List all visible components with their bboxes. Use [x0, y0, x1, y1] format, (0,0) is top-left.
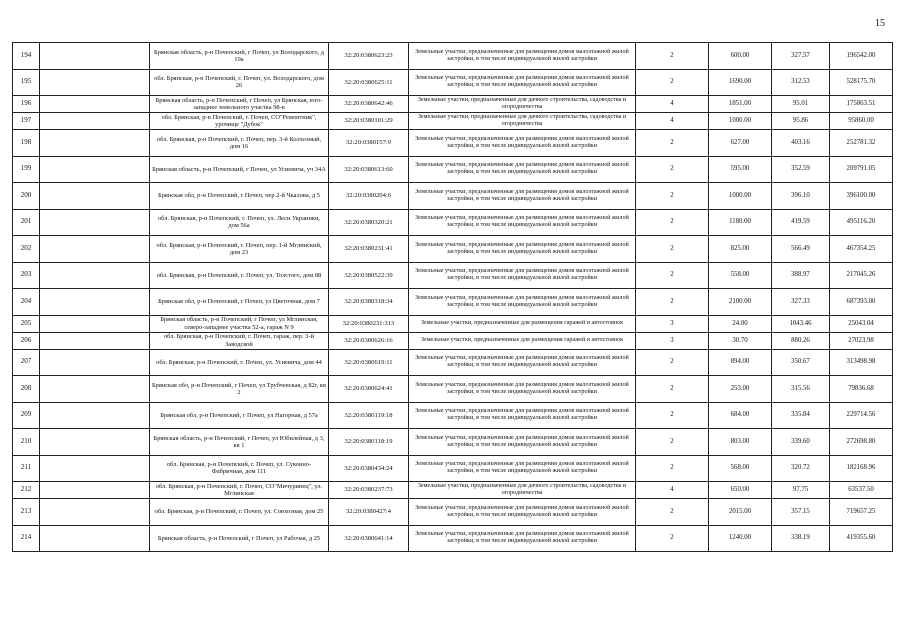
address-cell: обл. Брянская, р-н Почепский, г. Почеп, пер. 3-й Колхозный, дом 16: [150, 130, 329, 157]
blank-cell: [40, 236, 150, 263]
table-row: [13, 130, 893, 157]
cadastral-value-cell: 467354.25: [830, 236, 893, 263]
blank-cell: [40, 376, 150, 403]
land-use-category-cell: Земельные участки, предназначенные для размещения гаражей и автостоянок: [409, 315, 636, 332]
blank-cell: [40, 525, 150, 552]
group-number-cell: 2: [636, 455, 709, 482]
specific-value-cell: 352.59: [772, 156, 830, 183]
group-number-cell: 2: [636, 156, 709, 183]
land-use-category-cell: Земельные участки, предназначенные для размещения домов малоэтажной жилой застройки, в том числе индивидуальной жилой застройки: [409, 209, 636, 236]
address-cell: обл. Брянская, р-н Почепский, г. Почеп, СО"Мичуринец", ул. Мглинская: [150, 482, 329, 499]
cadastral-value-cell: 209791.05: [830, 156, 893, 183]
table-row: [13, 402, 893, 429]
area-cell: 568.00: [709, 455, 772, 482]
table-row: [13, 525, 893, 552]
specific-value-cell: 566.49: [772, 236, 830, 263]
cadastral-number-cell: 32:20:0380641:14: [329, 525, 409, 552]
cadastral-value-cell: 687393.00: [830, 289, 893, 316]
area-cell: 1851.00: [709, 96, 772, 113]
land-use-category-cell: Земельные участки, предназначенные для размещения домов малоэтажной жилой застройки, в том числе индивидуальной жилой застройки: [409, 499, 636, 526]
row-number: 209: [13, 402, 40, 429]
specific-value-cell: 327.33: [772, 289, 830, 316]
land-use-category-cell: Земельные участки, предназначенные для размещения домов малоэтажной жилой застройки, в том числе индивидуальной жилой застройки: [409, 455, 636, 482]
blank-cell: [40, 69, 150, 96]
row-number: 214: [13, 525, 40, 552]
area-cell: 600.00: [709, 43, 772, 70]
cadastral-number-cell: 32:20:0380522:39: [329, 262, 409, 289]
blank-cell: [40, 482, 150, 499]
table-row: [13, 482, 893, 499]
group-number-cell: 2: [636, 43, 709, 70]
blank-cell: [40, 262, 150, 289]
specific-value-cell: 357.15: [772, 499, 830, 526]
area-cell: 24.00: [709, 315, 772, 332]
cadastral-value-cell: 175863.51: [830, 96, 893, 113]
table-row: [13, 376, 893, 403]
area-cell: 2100.00: [709, 289, 772, 316]
area-cell: 825.00: [709, 236, 772, 263]
row-number: 202: [13, 236, 40, 263]
specific-value-cell: 335.84: [772, 402, 830, 429]
row-number: 211: [13, 455, 40, 482]
blank-cell: [40, 499, 150, 526]
land-registry-table: [12, 42, 893, 552]
address-cell: обл. Брянская, р-н Почепский, г. Почеп, ул. Усиевича, дом 44: [150, 349, 329, 376]
specific-value-cell: 396.10: [772, 183, 830, 210]
land-use-category-cell: Земельные участки, предназначенные для размещения домов малоэтажной жилой застройки, в том числе индивидуальной жилой застройки: [409, 156, 636, 183]
cadastral-value-cell: 419355.60: [830, 525, 893, 552]
address-cell: обл. Брянская, р-н Почепский, г. Почеп, СО"Ремонтник", урочище "Дубок": [150, 113, 329, 130]
group-number-cell: 2: [636, 262, 709, 289]
cadastral-number-cell: 32:20:0380626:16: [329, 332, 409, 349]
row-number: 208: [13, 376, 40, 403]
address-cell: Брянская область, р-н Почепский, г Почеп, ул Усиевича, уч 34А: [150, 156, 329, 183]
blank-cell: [40, 402, 150, 429]
land-use-category-cell: Земельные участки, предназначенные для размещения домов малоэтажной жилой застройки, в том числе индивидуальной жилой застройки: [409, 525, 636, 552]
specific-value-cell: 880.26: [772, 332, 830, 349]
table-row: [13, 455, 893, 482]
row-number: 198: [13, 130, 40, 157]
specific-value-cell: 350.67: [772, 349, 830, 376]
specific-value-cell: 339.60: [772, 429, 830, 456]
blank-cell: [40, 113, 150, 130]
group-number-cell: 2: [636, 376, 709, 403]
cadastral-value-cell: 63537.50: [830, 482, 893, 499]
table-row: [13, 69, 893, 96]
table-row: [13, 236, 893, 263]
row-number: 207: [13, 349, 40, 376]
blank-cell: [40, 156, 150, 183]
area-cell: 650.00: [709, 482, 772, 499]
land-use-category-cell: Земельные участки, предназначенные для размещения домов малоэтажной жилой застройки, в том числе индивидуальной жилой застройки: [409, 402, 636, 429]
area-cell: 1690.00: [709, 69, 772, 96]
table-row: [13, 183, 893, 210]
group-number-cell: 2: [636, 209, 709, 236]
blank-cell: [40, 429, 150, 456]
row-number: 195: [13, 69, 40, 96]
address-cell: обл. Брянская, р-н Почепский, г. Почеп, ул. Суконно-Фабричная, дом 111: [150, 455, 329, 482]
area-cell: 253.00: [709, 376, 772, 403]
row-number: 199: [13, 156, 40, 183]
table-row: [13, 499, 893, 526]
cadastral-number-cell: 32:20:0380204:6: [329, 183, 409, 210]
blank-cell: [40, 43, 150, 70]
land-use-category-cell: Земельные участки, предназначенные для размещения домов малоэтажной жилой застройки, в том числе индивидуальной жилой застройки: [409, 43, 636, 70]
group-number-cell: 2: [636, 236, 709, 263]
cadastral-number-cell: 32:20:0380619:11: [329, 349, 409, 376]
cadastral-value-cell: 528175.70: [830, 69, 893, 96]
cadastral-value-cell: 27023.98: [830, 332, 893, 349]
blank-cell: [40, 332, 150, 349]
cadastral-number-cell: 32:20:0380623:23: [329, 43, 409, 70]
cadastral-value-cell: 217045.26: [830, 262, 893, 289]
table-row: [13, 332, 893, 349]
land-use-category-cell: Земельные участки, предназначенные для дачного строительства, садоводства и огородничества: [409, 482, 636, 499]
row-number: 213: [13, 499, 40, 526]
group-number-cell: 2: [636, 499, 709, 526]
specific-value-cell: 95.86: [772, 113, 830, 130]
row-number: 197: [13, 113, 40, 130]
land-use-category-cell: Земельные участки, предназначенные для размещения домов малоэтажной жилой застройки, в том числе индивидуальной жилой застройки: [409, 429, 636, 456]
blank-cell: [40, 349, 150, 376]
land-use-category-cell: Земельные участки, предназначенные для размещения домов малоэтажной жилой застройки, в том числе индивидуальной жилой застройки: [409, 349, 636, 376]
area-cell: 803.00: [709, 429, 772, 456]
cadastral-value-cell: 272698.80: [830, 429, 893, 456]
group-number-cell: 2: [636, 130, 709, 157]
land-use-category-cell: Земельные участки, предназначенные для размещения домов малоэтажной жилой застройки, в том числе индивидуальной жилой застройки: [409, 289, 636, 316]
specific-value-cell: 95.01: [772, 96, 830, 113]
table-row: [13, 156, 893, 183]
cadastral-value-cell: 252781.32: [830, 130, 893, 157]
cadastral-number-cell: 32:20:0380231:41: [329, 236, 409, 263]
land-use-category-cell: Земельные участки, предназначенные для размещения домов малоэтажной жилой застройки, в том числе индивидуальной жилой застройки: [409, 376, 636, 403]
cadastral-number-cell: 32:20:0380157:9: [329, 130, 409, 157]
cadastral-number-cell: 32:20:0380231:313: [329, 315, 409, 332]
cadastral-value-cell: 229714.56: [830, 402, 893, 429]
group-number-cell: 2: [636, 349, 709, 376]
group-number-cell: 2: [636, 429, 709, 456]
page-number: 15: [875, 18, 885, 29]
blank-cell: [40, 130, 150, 157]
row-number: 203: [13, 262, 40, 289]
cadastral-number-cell: 32:20:0380427:4: [329, 499, 409, 526]
land-use-category-cell: Земельные участки, предназначенные для размещения домов малоэтажной жилой застройки, в том числе индивидуальной жилой застройки: [409, 236, 636, 263]
area-cell: 30.70: [709, 332, 772, 349]
address-cell: обл. Брянская, р-н Почепский, г. Почеп, ул. Леси Украинки, дом 56а: [150, 209, 329, 236]
land-use-category-cell: Земельные участки, предназначенные для дачного строительства, садоводства и огородничества: [409, 96, 636, 113]
area-cell: 1180.00: [709, 209, 772, 236]
cadastral-number-cell: 32:20:0380613:60: [329, 156, 409, 183]
blank-cell: [40, 96, 150, 113]
cadastral-value-cell: 25043.04: [830, 315, 893, 332]
address-cell: обл. Брянская, р-н Почепский, г. Почеп, ул. Совхозная, дом 25: [150, 499, 329, 526]
cadastral-number-cell: 32:20:0380119:18: [329, 402, 409, 429]
address-cell: обл. Брянская, р-н Почепский, г. Почеп, ул. Володарского, дом 26: [150, 69, 329, 96]
table-row: [13, 96, 893, 113]
specific-value-cell: 338.19: [772, 525, 830, 552]
group-number-cell: 4: [636, 482, 709, 499]
blank-cell: [40, 455, 150, 482]
table-row: [13, 289, 893, 316]
area-cell: 1000.00: [709, 183, 772, 210]
area-cell: 558.00: [709, 262, 772, 289]
land-use-category-cell: Земельные участки, предназначенные для дачного строительства, садоводства и огородничества: [409, 113, 636, 130]
table-row: [13, 315, 893, 332]
row-number: 196: [13, 96, 40, 113]
land-use-category-cell: Земельные участки, предназначенные для размещения домов малоэтажной жилой застройки, в том числе индивидуальной жилой застройки: [409, 130, 636, 157]
address-cell: Брянская область, р-н Почепский, г Почеп, ул Володарского, д 19а: [150, 43, 329, 70]
cadastral-number-cell: 32:20:0380320:21: [329, 209, 409, 236]
area-cell: 1240.00: [709, 525, 772, 552]
row-number: 212: [13, 482, 40, 499]
group-number-cell: 2: [636, 525, 709, 552]
cadastral-number-cell: 32:20:0380118:19: [329, 429, 409, 456]
group-number-cell: 2: [636, 183, 709, 210]
blank-cell: [40, 183, 150, 210]
cadastral-value-cell: 396100.00: [830, 183, 893, 210]
area-cell: 595.00: [709, 156, 772, 183]
address-cell: Брянская обл, р-н Почепский, г Почеп, ул Нагорная, д 57а: [150, 402, 329, 429]
cadastral-value-cell: 719657.25: [830, 499, 893, 526]
land-use-category-cell: Земельные участки, предназначенные для размещения домов малоэтажной жилой застройки, в том числе индивидуальной жилой застройки: [409, 69, 636, 96]
cadastral-number-cell: 32:20:0380625:11: [329, 69, 409, 96]
cadastral-value-cell: 182168.96: [830, 455, 893, 482]
group-number-cell: 3: [636, 315, 709, 332]
address-cell: Брянская область, р-н Почепский, г Почеп, ул Брянская, юго-западнее земельного участка 98-в: [150, 96, 329, 113]
blank-cell: [40, 209, 150, 236]
blank-cell: [40, 315, 150, 332]
cadastral-value-cell: 495116.20: [830, 209, 893, 236]
cadastral-number-cell: 32:20:0380624:41: [329, 376, 409, 403]
specific-value-cell: 419.59: [772, 209, 830, 236]
specific-value-cell: 388.97: [772, 262, 830, 289]
land-use-category-cell: Земельные участки, предназначенные для размещения гаражей и автостоянок: [409, 332, 636, 349]
address-cell: Брянская область, р-н Почепский, г Почеп, ул Юбилейная, д 3, кв 1: [150, 429, 329, 456]
address-cell: Брянская область, р-н Почепский, г Почеп, ул Рабочая, д 25: [150, 525, 329, 552]
address-cell: обл. Брянская, р-н Почепский, г. Почеп, пер. 1-й Мглинский, дом 23: [150, 236, 329, 263]
area-cell: 894.00: [709, 349, 772, 376]
address-cell: обл. Брянская, р-н Почепский, г. Почеп, ул. Толстого, дом 88: [150, 262, 329, 289]
table-row: [13, 43, 893, 70]
address-cell: обл. Брянская, р-н Почепский, г. Почеп, гараж, пер. 3-й Заводской: [150, 332, 329, 349]
area-cell: 627.00: [709, 130, 772, 157]
cadastral-value-cell: 95860.00: [830, 113, 893, 130]
group-number-cell: 4: [636, 96, 709, 113]
table-row: [13, 349, 893, 376]
group-number-cell: 4: [636, 113, 709, 130]
row-number: 206: [13, 332, 40, 349]
group-number-cell: 3: [636, 332, 709, 349]
specific-value-cell: 97.75: [772, 482, 830, 499]
table-row: [13, 429, 893, 456]
cadastral-value-cell: 196542.00: [830, 43, 893, 70]
row-number: 210: [13, 429, 40, 456]
address-cell: Брянская обл, р-н Почепский, г Почеп, ул Трубчевская, д 82г, кв 2: [150, 376, 329, 403]
group-number-cell: 2: [636, 69, 709, 96]
specific-value-cell: 327.57: [772, 43, 830, 70]
row-number: 194: [13, 43, 40, 70]
area-cell: 2015.00: [709, 499, 772, 526]
land-use-category-cell: Земельные участки, предназначенные для размещения домов малоэтажной жилой застройки, в том числе индивидуальной жилой застройки: [409, 183, 636, 210]
area-cell: 1000.00: [709, 113, 772, 130]
row-number: 201: [13, 209, 40, 236]
row-number: 204: [13, 289, 40, 316]
cadastral-number-cell: 32:20:0380434:24: [329, 455, 409, 482]
specific-value-cell: 403.16: [772, 130, 830, 157]
table-row: [13, 113, 893, 130]
address-cell: Брянская область, р-н Почепский, г Почеп, ул Мглинская, северо-западнее участка 52-а, гараж N 9: [150, 315, 329, 332]
cadastral-number-cell: 32:20:0380642:46: [329, 96, 409, 113]
table-row: [13, 262, 893, 289]
row-number: 205: [13, 315, 40, 332]
specific-value-cell: 315.56: [772, 376, 830, 403]
specific-value-cell: 320.72: [772, 455, 830, 482]
row-number: 200: [13, 183, 40, 210]
group-number-cell: 2: [636, 289, 709, 316]
land-use-category-cell: Земельные участки, предназначенные для размещения домов малоэтажной жилой застройки, в том числе индивидуальной жилой застройки: [409, 262, 636, 289]
specific-value-cell: 1043.46: [772, 315, 830, 332]
group-number-cell: 2: [636, 402, 709, 429]
cadastral-number-cell: 32:20:0380318:34: [329, 289, 409, 316]
address-cell: Брянская обл, р-н Почепский, г Почеп, пер 2-й Чкалова, д 5: [150, 183, 329, 210]
area-cell: 684.00: [709, 402, 772, 429]
cadastral-number-cell: 32:20:0380237:73: [329, 482, 409, 499]
cadastral-number-cell: 32:20:0380101:29: [329, 113, 409, 130]
cadastral-value-cell: 79836.68: [830, 376, 893, 403]
cadastral-value-cell: 313498.98: [830, 349, 893, 376]
table-row: [13, 209, 893, 236]
blank-cell: [40, 289, 150, 316]
address-cell: Брянская обл, р-н Почепский, г Почеп, ул Цветочная, дом 7: [150, 289, 329, 316]
specific-value-cell: 312.53: [772, 69, 830, 96]
